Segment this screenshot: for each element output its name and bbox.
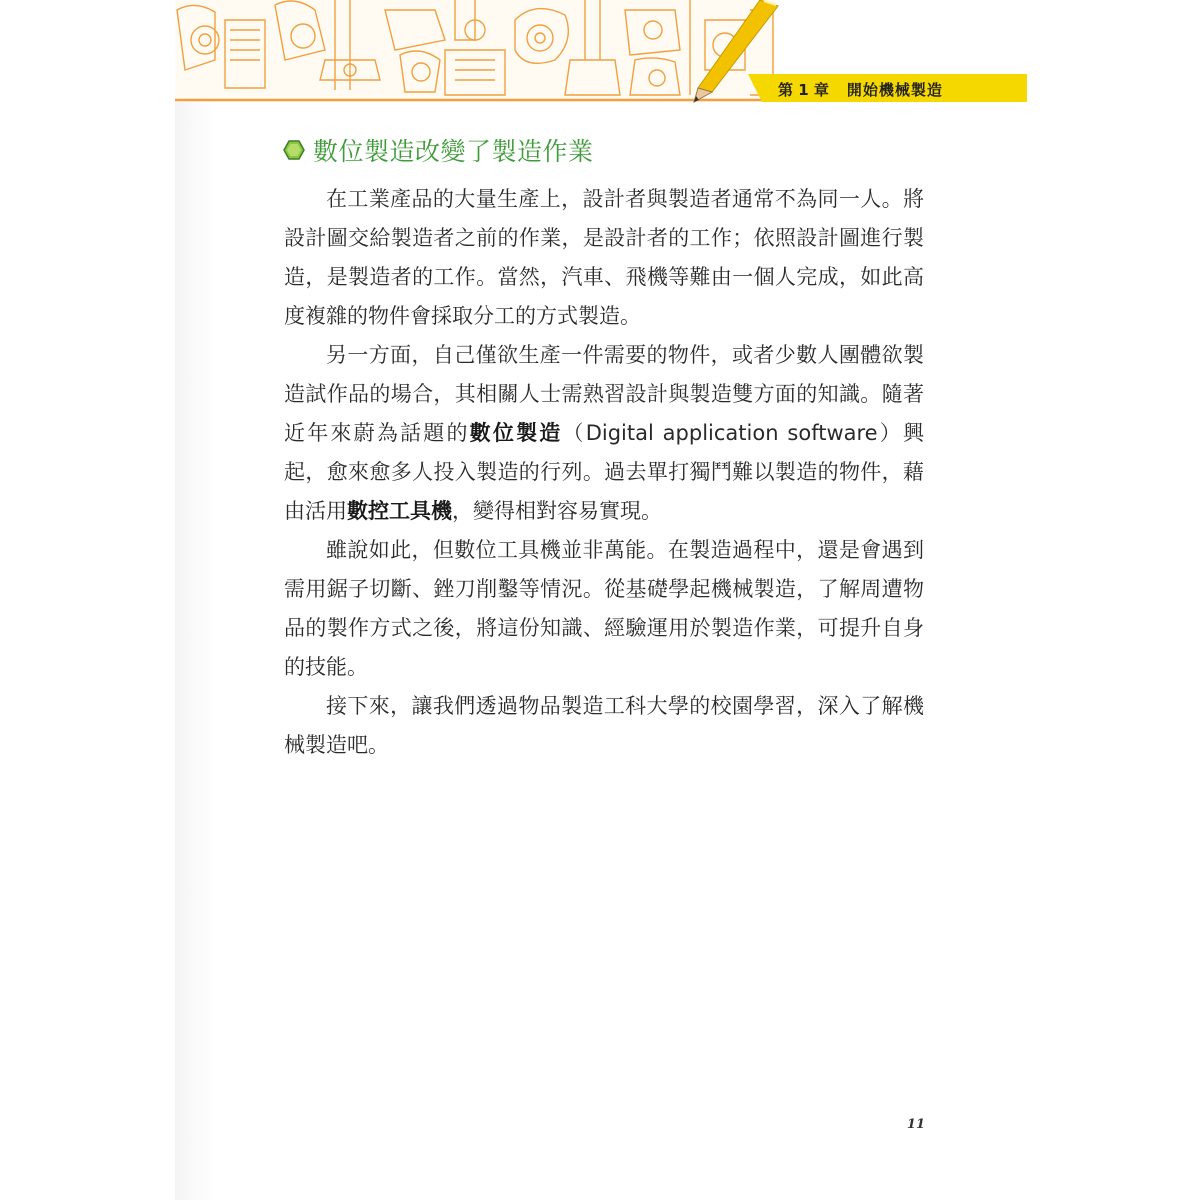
section-heading [283, 133, 594, 167]
section-title: 數位製造改變了製造作業 [313, 137, 594, 166]
paragraph-1: 在工業產品的大量生產上，設計者與製造者通常不為同一人。將設計圖交給製造者之前的作業，是設計者的工作；依照設計圖進行製造，是製造者的工作。當然，汽車、飛機等難由一個人完成，如此高度複雜的物件會採取分工的方式製造。 [284, 187, 924, 328]
paragraph-2-part-1: 另一方面，自己僅欲生產一件需要的物件，或者少數人團體欲製造試作品的場合，其相關人士需熟習設計與製造雙方面的知識。隨著近年來蔚為話題的 [284, 343, 924, 445]
chapter-number: 第 1 章 [778, 80, 829, 99]
paragraph-4: 接下來，讓我們透過物品製造工科大學的校園學習，深入了解機械製造吧。 [284, 694, 924, 757]
machine-tools-illustration [175, 0, 775, 104]
chapter-title: 開始機械製造 [846, 80, 943, 99]
page-number: 11 [906, 1117, 925, 1132]
body-text [284, 180, 924, 765]
paragraph-2-part-3: ，變得相對容易實現。 [452, 499, 662, 523]
hexagon-icon [283, 139, 305, 161]
paragraph-2 [284, 336, 924, 531]
term-cnc-machine: 數控工具機 [347, 499, 452, 523]
term-digital-fabrication: 數位製造 [469, 421, 563, 445]
chapter-label [778, 77, 943, 101]
paragraph-2-part-2: （Digital application software）興起，愈來愈多人投入製造的行列。過去單打獨鬥難以製造的物件，藉由活用 [284, 421, 924, 523]
paragraph-3: 雖說如此，但數位工具機並非萬能。在製造過程中，還是會遇到需用鋸子切斷、銼刀削鑿等情況。從基礎學起機械製造，了解周遭物品的製作方式之後，將這份知識、經驗運用於製造作業，可提升自身的技能。 [284, 538, 924, 679]
